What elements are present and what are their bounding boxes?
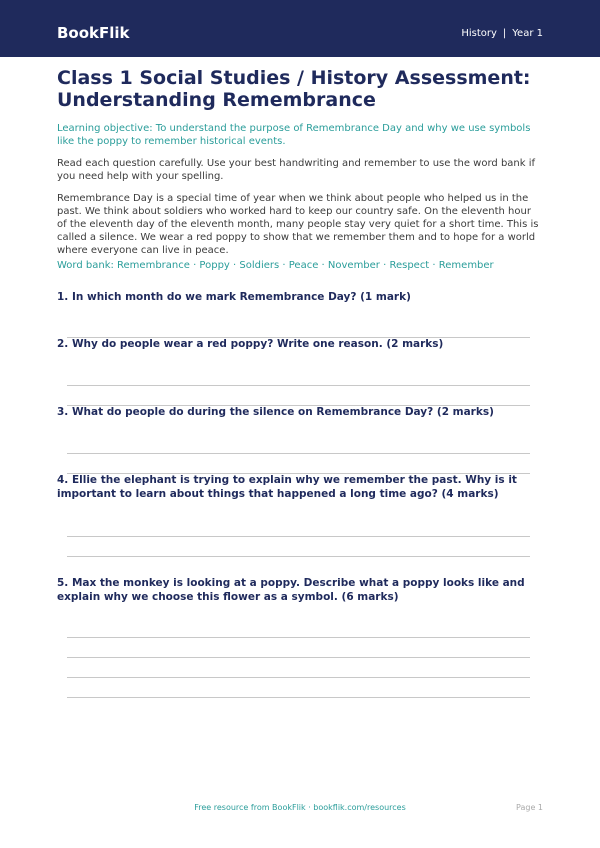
answer-line[interactable] [67,677,530,678]
question-5: 5. Max the monkey is looking at a poppy. Describe what a poppy looks like and explain why we choose this flower as a symbol. (6 marks) [57,577,525,603]
instructions: Read each question carefully. Use your best handwriting and remember to use the word bank if you need help with your spelling. [57,158,536,182]
breadcrumb [461,28,543,39]
answer-line[interactable] [67,385,530,386]
footer-link[interactable]: Free resource from BookFlik · bookflik.com/resources [194,803,406,812]
question-4: 4. Ellie the elephant is trying to explain why we remember the past. Why is it important to learn about things that happened a long time ago? (4 marks) [57,474,517,500]
answer-line[interactable] [67,637,530,638]
word-bank: Word bank: Remembrance · Poppy · Soldiers · Peace · November · Respect · Remember [57,260,494,271]
breadcrumb-year: Year 1 [512,28,543,39]
question-2: 2. Why do people wear a red poppy? Write one reason. (2 marks) [57,338,444,350]
breadcrumb-separator: | [502,28,507,39]
answer-line[interactable] [67,657,530,658]
breadcrumb-subject: History [461,28,497,39]
answer-line[interactable] [67,453,530,454]
reading-passage: Remembrance Day is a special time of year when we think about people who helped us in the past. We think about soldiers who worked hard to keep our country safe. On the eleventh hour of the eleventh day of the eleventh month, many people stay very quiet for a short time. This is called a silence. We wear a red poppy to show that we remember them and to hope for a world where everyone can live in peace. [57,193,539,256]
brand-logo[interactable]: BookFlik [57,24,130,42]
learning-objective: Learning objective: To understand the purpose of Remembrance Day and why we use symbols like the poppy to remember historical events. [57,123,531,147]
header-bar [0,0,600,57]
page-number: Page 1 [516,803,543,812]
answer-line[interactable] [67,697,530,698]
answer-line[interactable] [67,536,530,537]
page-title: Class 1 Social Studies / History Assessment: Understanding Remembrance [57,67,531,111]
question-1: 1. In which month do we mark Remembrance Day? (1 mark) [57,291,411,303]
question-3: 3. What do people do during the silence on Remembrance Day? (2 marks) [57,406,494,418]
answer-line[interactable] [67,556,530,557]
